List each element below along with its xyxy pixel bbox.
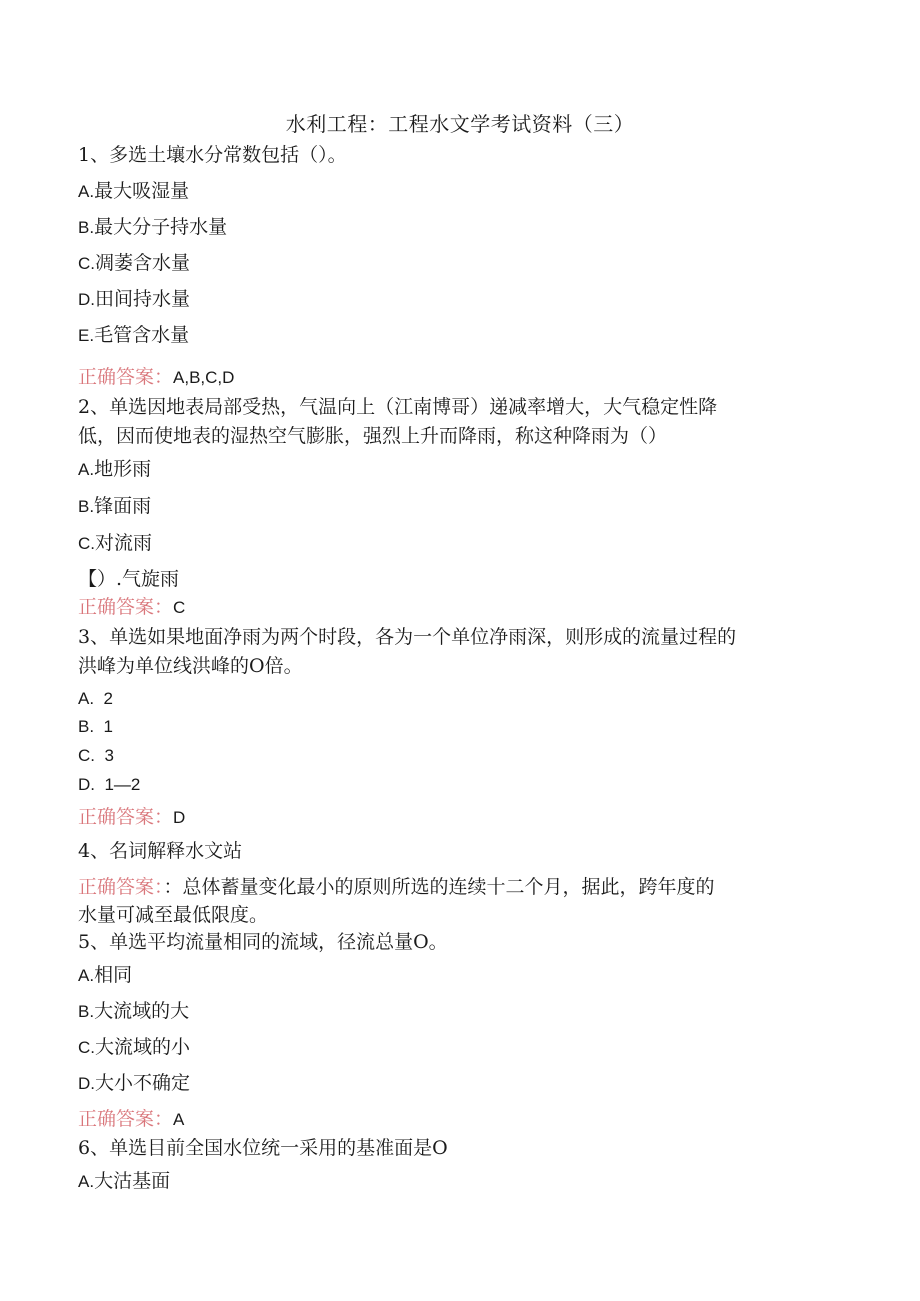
question-1-option-d	[78, 286, 190, 313]
option-letter: D.	[78, 775, 95, 794]
option-letter: C.	[78, 1038, 95, 1057]
page-title: 水利工程：工程水文学考试资料（三）	[285, 112, 635, 136]
answer-value: A,B,C,D	[173, 368, 235, 387]
question-5-option-a	[78, 962, 132, 989]
question-2-option-d	[78, 566, 179, 592]
question-6-text: 6、单选目前全国水位统一采用的基准面是O	[78, 1137, 448, 1159]
question-1-option-a	[78, 178, 189, 205]
option-text: 1—2	[104, 775, 141, 794]
answer-label: 正确答案：	[78, 596, 174, 618]
question-2-text-line-2: 低，因而使地表的湿热空气膨胀，强烈上升而降雨，称这种降雨为（）	[78, 425, 668, 447]
question-1-option-c	[78, 250, 190, 277]
question-4-answer	[78, 874, 715, 900]
option-letter: D.	[78, 290, 95, 309]
question-2-answer	[78, 594, 185, 621]
option-text: 锋面雨	[94, 495, 152, 517]
question-5-option-b	[78, 998, 189, 1025]
option-text: 最大吸湿量	[94, 180, 190, 202]
option-text: 地形雨	[94, 458, 152, 480]
option-letter: B.	[78, 1002, 95, 1021]
option-letter: 【）.	[78, 568, 123, 590]
option-text: 毛管含水量	[94, 324, 190, 346]
option-text: 大流域的小	[95, 1036, 191, 1058]
question-3-option-c	[78, 743, 114, 769]
question-2-option-c	[78, 530, 152, 557]
option-letter: C.	[78, 254, 95, 273]
question-1-option-b	[78, 214, 227, 241]
answer-value: D	[173, 808, 186, 827]
question-5-text: 5、单选平均流量相同的流域，径流总量O。	[78, 931, 448, 953]
question-3-text-line-2: 洪峰为单位线洪峰的O倍。	[78, 655, 303, 677]
question-5-option-c	[78, 1034, 190, 1061]
option-letter: B.	[78, 717, 95, 736]
option-letter: E.	[78, 326, 95, 345]
option-text: 气旋雨	[122, 568, 180, 590]
answer-label: 正确答案：	[78, 876, 164, 898]
question-5-answer	[78, 1106, 184, 1133]
option-text: 相同	[94, 964, 133, 986]
option-letter: A.	[78, 182, 95, 201]
answer-value: A	[173, 1110, 185, 1129]
answer-text-line-1: ：总体蓄量变化最小的原则所选的连续十二个月，据此，跨年度的	[163, 876, 715, 898]
question-3-option-d	[78, 772, 140, 798]
option-text: 3	[104, 746, 114, 765]
question-2-text-line-1: 2、单选因地表局部受热，气温向上（江南博哥）递减率增大，大气稳定性降	[78, 396, 718, 418]
option-letter: B.	[78, 497, 95, 516]
option-text: 2	[103, 689, 113, 708]
answer-label: 正确答案：	[78, 1108, 174, 1130]
question-4-text: 4、名词解释水文站	[78, 840, 243, 862]
option-letter: C.	[78, 746, 95, 765]
question-3-answer	[78, 804, 185, 831]
question-4-answer-line-2: 水量可减至最低限度。	[78, 904, 269, 926]
question-3-option-a	[78, 686, 113, 712]
question-5-option-d	[78, 1070, 190, 1097]
answer-label: 正确答案：	[78, 806, 174, 828]
option-letter: D.	[78, 1074, 95, 1093]
option-text: 最大分子持水量	[94, 216, 228, 238]
option-text: 大沽基面	[94, 1170, 171, 1192]
option-letter: A.	[78, 689, 95, 708]
option-letter: C.	[78, 534, 95, 553]
option-letter: B.	[78, 218, 95, 237]
question-3-option-b	[78, 714, 113, 740]
question-1-option-e	[78, 322, 189, 349]
option-text: 1	[103, 717, 113, 736]
question-3-text-line-1: 3、单选如果地面净雨为两个时段，各为一个单位净雨深，则形成的流量过程的	[78, 626, 737, 648]
option-text: 大小不确定	[95, 1072, 191, 1094]
option-text: 对流雨	[95, 532, 153, 554]
answer-value: C	[173, 598, 186, 617]
option-letter: A.	[78, 966, 95, 985]
question-1-answer	[78, 364, 234, 391]
question-1-text: 1、多选土壤水分常数包括（）。	[78, 144, 347, 166]
question-2-option-b	[78, 493, 151, 520]
option-text: 大流域的大	[94, 1000, 190, 1022]
option-letter: A.	[78, 460, 95, 479]
question-2-option-a	[78, 456, 151, 483]
option-letter: A.	[78, 1172, 95, 1191]
option-text: 凋萎含水量	[95, 252, 191, 274]
answer-label: 正确答案：	[78, 366, 174, 388]
option-text: 田间持水量	[95, 288, 191, 310]
question-6-option-a	[78, 1168, 170, 1195]
